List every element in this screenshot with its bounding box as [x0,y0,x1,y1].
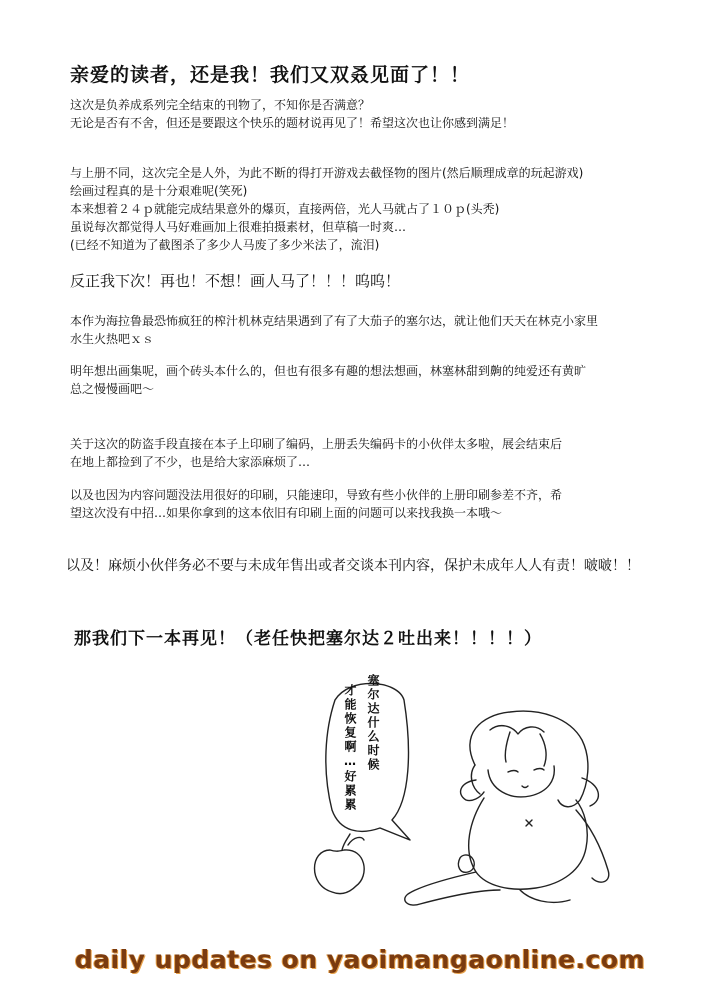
process-line: 虽说每次都觉得人马好难画加上很难拍摄素材，但草稿一时爽… [70,220,407,234]
process-line: 绘画过程真的是十分艰难呢(笑死) [70,184,248,198]
process-line: 与上册不同，这次完全是人外，为此不断的得打开游戏去截怪物的图片(然后顺理成章的玩起游戏) [70,166,584,180]
artbook-line: 明年想出画集呢，画个砖头本什么的，但也有很多有趣的想法想画，林塞林甜到齁的纯爱还有黄旷 [70,364,587,378]
watermark-banner: daily updates on yaoimangaonline.com [74,945,646,974]
plans-line: 本作为海拉鲁最恐怖疯狂的榨汁机林克结果遇到了有了大茄子的塞尔达，就让他们天天在林克小家里 [70,314,599,328]
plans-block [70,312,598,348]
intro-line: 这次是负养成系列完全结束的刊物了，不知你是否满意？ [70,98,371,112]
speech-bubble-text-col2: 才能恢复啊…好累累 [343,684,357,812]
speech-bubble-text-col1: 塞尔达什么时候 [366,674,380,772]
intro-line: 无论是否有不舍，但还是要跟这个快乐的题材说再见了！希望这次也让你感到满足！ [70,116,515,130]
apple-drawing [315,850,365,894]
character-body [469,798,588,889]
plans-line: 水生火热吧ｘｓ [70,332,155,346]
process-line: (已经不知道为了截图杀了多少人马废了多少米法了，流泪) [70,238,380,252]
character-hair [470,711,588,807]
printing-line: 以及也因为内容问题没法用很好的印刷，只能速印，导致有些小伙伴的上册印刷参差不齐，希 [70,488,563,502]
printing-block [70,486,562,522]
anti-piracy-line: 关于这次的防盗手段直接在本子上印刷了编码，上册丢失编码卡的小伙伴太多啦，展会结束后 [70,437,563,451]
artbook-block [70,362,586,398]
process-line: 本来想着２４ｐ就能完成结果意外的爆页，直接两倍，光人马就占了１０ｐ(头秃) [70,202,500,216]
notice-line: 以及！麻烦小伙伴务必不要与未成年售出或者交谈本刊内容，保护未成年人人有责！啵啵！！ [66,558,640,574]
anti-piracy-block [70,435,562,471]
printing-line: 望这次没有中招…如果你拿到的这本依旧有印刷上面的问题可以来找我换一本哦～ [70,506,503,520]
intro-block [70,96,514,132]
never-again-line: 反正我下次！再也！不想！画人马了！！！呜呜！ [70,272,401,290]
process-block [70,164,583,254]
closing-line: 那我们下一本再见！（老任快把塞尔达２吐出来！！！！） [74,629,542,649]
anti-piracy-line: 在地上都捡到了不少，也是给大家添麻烦了… [70,455,311,469]
page-title: 亲爱的读者，还是我！我们又双叒见面了！！ [70,64,471,86]
artbook-line: 总之慢慢画吧～ [70,382,155,396]
